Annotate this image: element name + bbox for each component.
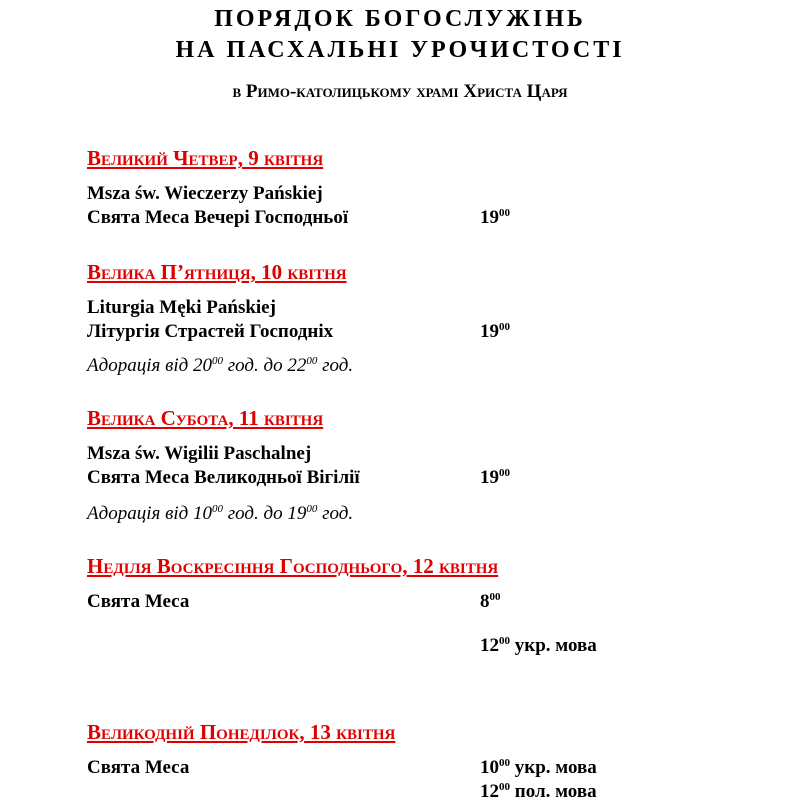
service-pl-saturday: Msza św. Wigilii Paschalnej <box>87 443 312 464</box>
time-monday-2: $12^{00}$ пол. мова <box>480 781 597 802</box>
service-pl-thursday: Msza św. Wieczerzy Pańskiej <box>87 183 323 204</box>
day-heading-monday: Великодній Понеділок, 13 квітня <box>87 720 396 744</box>
time-sunday-2: $12^{00}$ укр. мова <box>480 635 597 656</box>
service-ua-thursday: Свята Меса Вечері Господньої <box>87 207 349 228</box>
adoration-friday: Адорація від $20^{00}$ год. до $22^{00}$ год. <box>87 355 354 376</box>
time-sunday-1: $8^{00}$ <box>480 591 501 612</box>
service-ua-monday: Свята Меса <box>87 757 190 778</box>
day-heading-saturday: Велика Субота, 11 квітня <box>87 406 324 430</box>
page-title-line-2: НА ПАСХАЛЬНІ УРОЧИСТОСТІ <box>175 37 625 63</box>
service-ua-sunday: Свята Меса <box>87 591 190 612</box>
day-heading-thursday: Великий Четвер, 9 квітня <box>87 146 324 170</box>
service-pl-friday: Liturgia Męki Pańskiej <box>87 297 276 318</box>
service-ua-saturday: Свята Меса Великодньої Вігілії <box>87 467 360 488</box>
day-heading-sunday: Неділя Воскресіння Господнього, 12 квітня <box>87 554 499 578</box>
page-subtitle: в Римо-католицькому храмі Христа Царя <box>232 81 568 102</box>
time-friday: $19^{00}$ <box>480 321 510 342</box>
adoration-saturday: Адорація від $10^{00}$ год. до $19^{00}$ год. <box>87 503 354 524</box>
service-ua-friday: Літургія Страстей Господніх <box>87 321 334 342</box>
time-thursday: $19^{00}$ <box>480 207 510 228</box>
time-saturday: $19^{00}$ <box>480 467 510 488</box>
day-heading-friday: Велика П’ятниця, 10 квітня <box>87 260 347 284</box>
time-monday-1: $10^{00}$ укр. мова <box>480 757 597 778</box>
page-title-line-1: ПОРЯДОК БОГОСЛУЖІНЬ <box>214 6 586 32</box>
